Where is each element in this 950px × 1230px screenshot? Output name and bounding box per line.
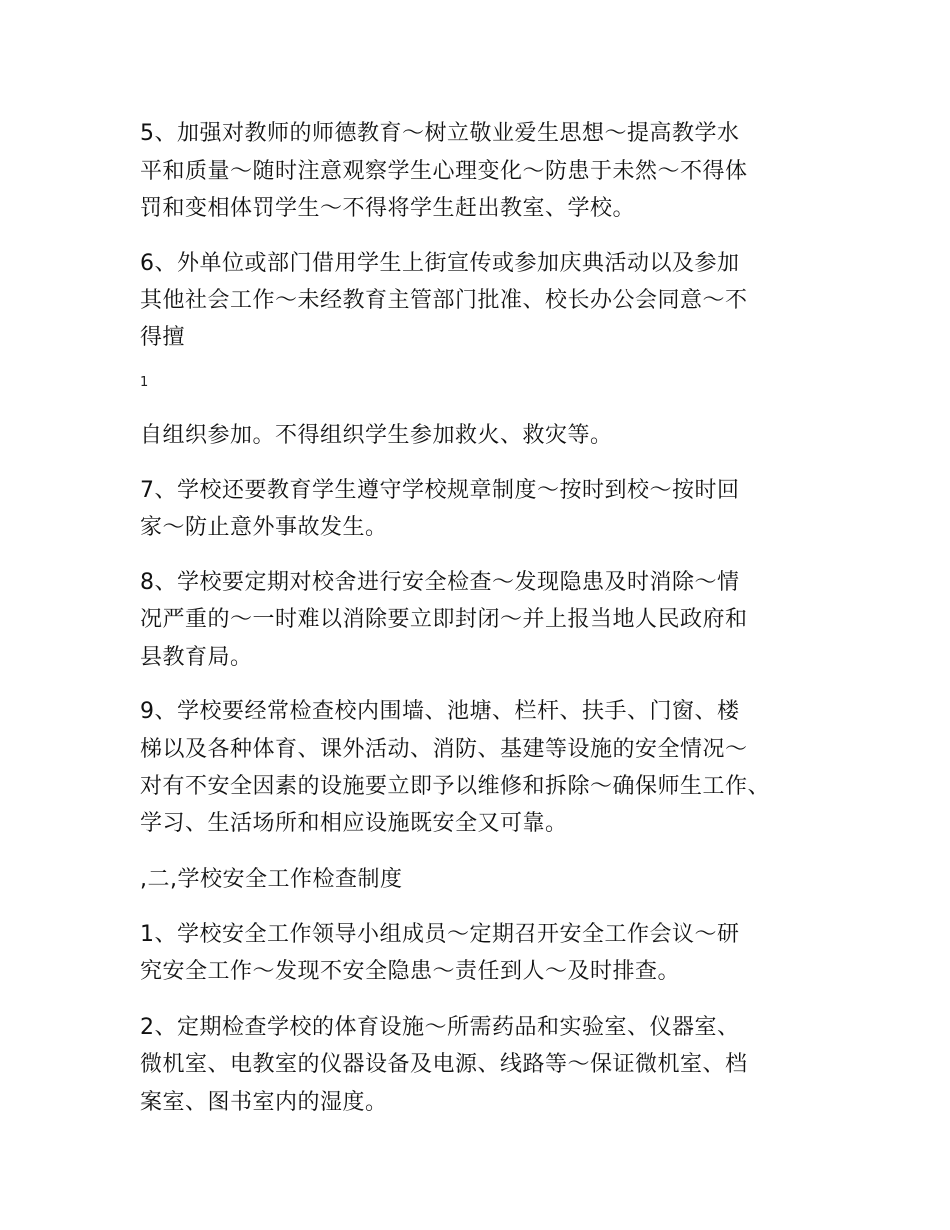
paragraph-9-line-1: 9、学校要经常检查校内围墙、池塘、栏杆、扶手、门窗、楼: [140, 699, 740, 724]
paragraph-9-line-3: 对有不安全因素的设施要立即予以维修和拆除～确保师生工作、: [140, 774, 771, 799]
paragraph-5-line-1: 5、加强对教师的师德教育～树立敬业爱生思想～提高教学水: [140, 121, 740, 146]
item-1-line-2: 究安全工作～发现不安全隐患～责任到人～及时排查。: [140, 959, 681, 984]
paragraph-7-line-1: 7、学校还要教育学生遵守学校规章制度～按时到校～按时回: [140, 478, 740, 503]
paragraph-5-line-2: 平和质量～随时注意观察学生心理变化～防患于未然～不得体: [140, 159, 748, 184]
section-heading: ,二,学校安全工作检查制度: [140, 867, 403, 892]
paragraph-9-line-4: 学习、生活场所和相应设施既安全又可靠。: [140, 811, 568, 836]
paragraph-5-line-3: 罚和变相体罚学生～不得将学生赶出教室、学校。: [140, 196, 636, 221]
page-number: 1: [140, 375, 149, 390]
paragraph-8-line-1: 8、学校要定期对校舍进行安全检查～发现隐患及时消除～情: [140, 570, 740, 595]
paragraph-6-line-2: 其他社会工作～未经教育主管部门批准、校长办公会同意～不: [140, 288, 748, 313]
paragraph-8-line-2: 况严重的～一时难以消除要立即封闭～并上报当地人民政府和: [140, 607, 748, 632]
paragraph-6-line-3: 得擅: [140, 325, 186, 350]
paragraph-6-continuation: 自组织参加。不得组织学生参加救火、救灾等。: [140, 423, 613, 448]
paragraph-7-line-2: 家～防止意外事故发生。: [140, 515, 388, 540]
paragraph-9-line-2: 梯以及各种体育、课外活动、消防、基建等设施的安全情况～: [140, 737, 748, 762]
paragraph-6-line-1: 6、外单位或部门借用学生上街宣传或参加庆典活动以及参加: [140, 251, 740, 276]
item-2-line-2: 微机室、电教室的仪器设备及电源、线路等～保证微机室、档: [140, 1052, 748, 1077]
item-2-line-1: 2、定期检查学校的体育设施～所需药品和实验室、仪器室、: [140, 1015, 740, 1040]
item-2-line-3: 案室、图书室内的湿度。: [140, 1090, 388, 1115]
item-1-line-1: 1、学校安全工作领导小组成员～定期召开安全工作会议～研: [140, 922, 740, 947]
paragraph-8-line-3: 县教育局。: [140, 645, 253, 670]
